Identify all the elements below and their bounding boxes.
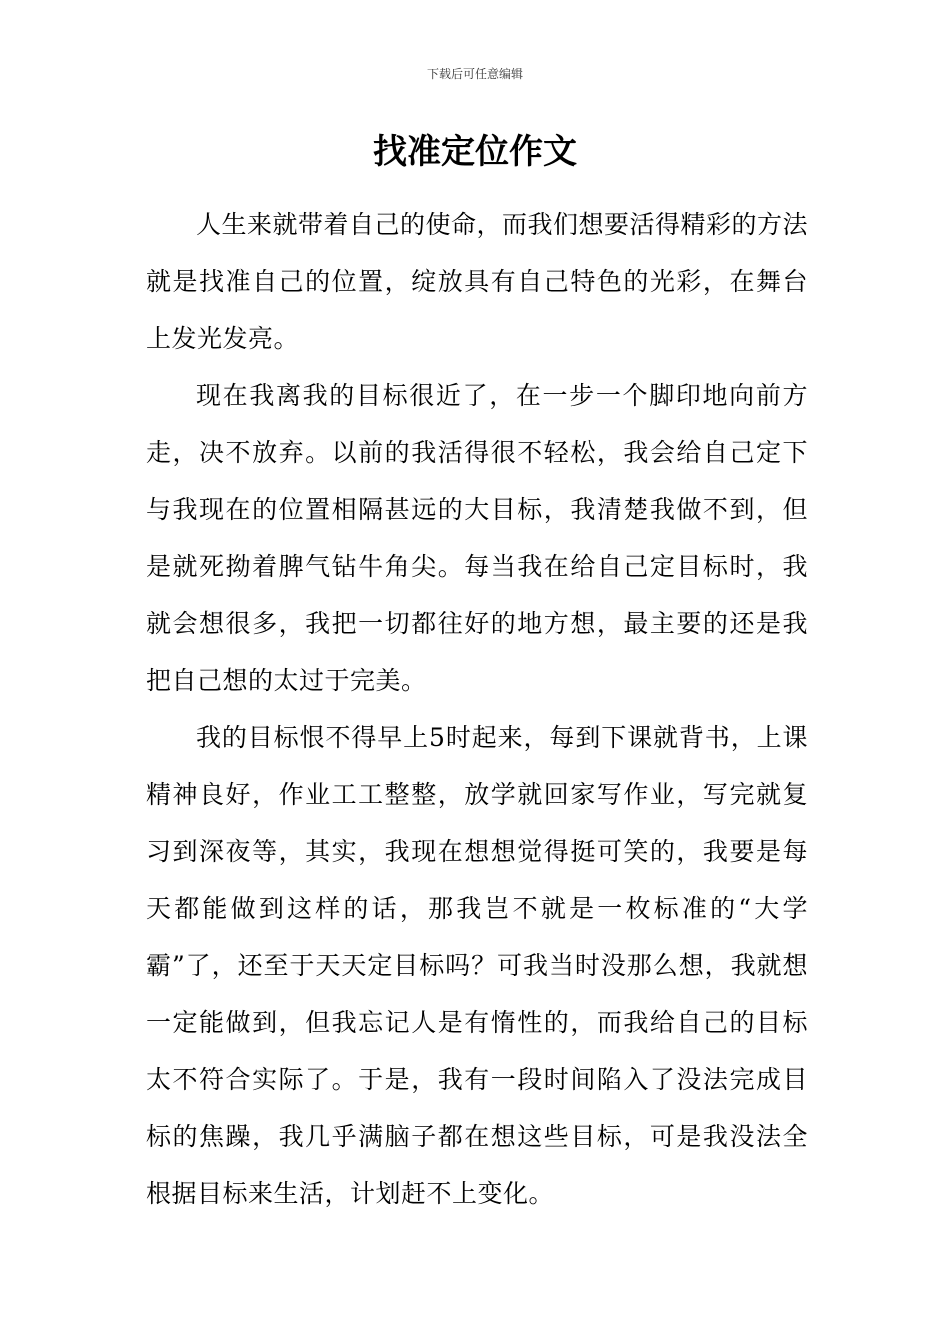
- document-title: 找准定位作文: [373, 132, 577, 172]
- paragraph-2: 现在我离我的目标很近了，在一步一个脚印地向前方走，决不放弃。以前的我活得很不轻松，我会给自己定下与我现在的位置相隔甚远的大目标，我清楚我做不到，但是就死拗着脾气钻牛角尖。每当我在给自己定目标时，我就会想很多，我把一切都往好的地方想，最主要的还是我把自己想的太过于完美。: [146, 381, 808, 695]
- header-note: 下载后可任意编辑: [426, 67, 523, 81]
- paragraph-1: 人生来就带着自己的使命，而我们想要活得精彩的方法就是找准自己的位置，绽放具有自己特色的光彩，在舞台上发光发亮。: [146, 210, 809, 353]
- document-body: [146, 196, 808, 1222]
- paragraph-3: 我的目标恨不得早上5时起来，每到下课就背书，上课精神良好，作业工工整整，放学就回家写作业，写完就复习到深夜等，其实，我现在想想觉得挺可笑的，我要是每天都能做到这样的话，那我岂不就是一枚标准的“大学霸”了，还至于天天定目标吗？可我当时没那么想，我就想一定能做到，但我忘记人是有惰性的，而我给自己的目标太不符合实际了。于是，我有一段时间陷入了没法完成目标的焦躁，我几乎满脑子都在想这些目标，可是我没法全根据目标来生活，计划赶不上变化。: [146, 723, 808, 1208]
